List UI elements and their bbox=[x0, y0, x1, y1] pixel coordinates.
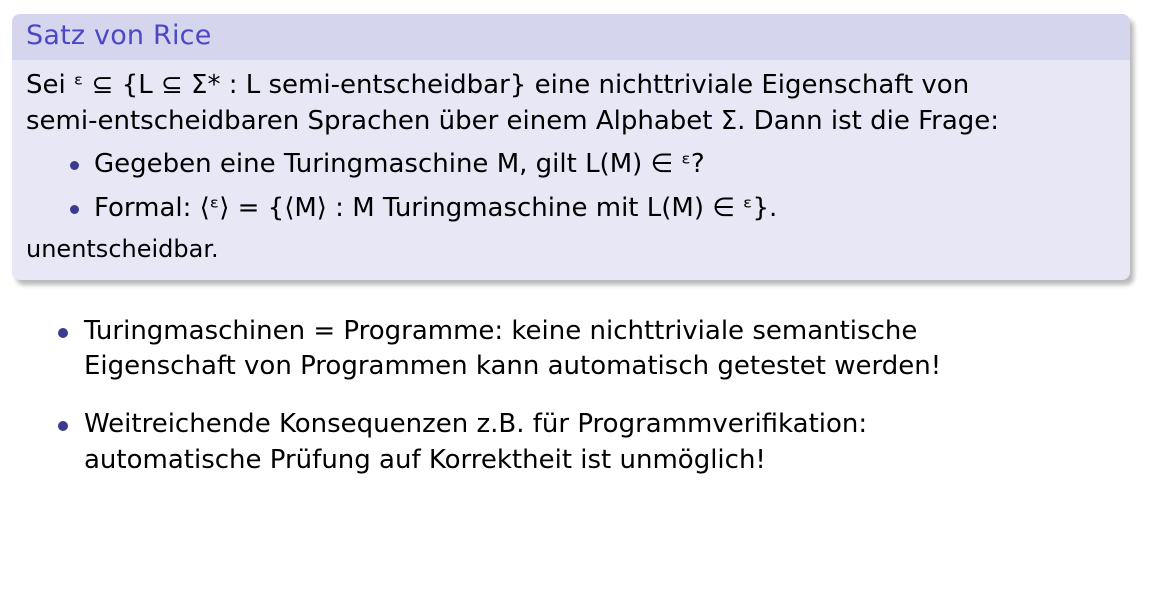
list-item: Formal: ⟨ᵋ⟩ = {⟨M⟩ : M Turingmaschine mit L(M) ∈ ᵋ}. bbox=[70, 192, 1114, 226]
consequences-list bbox=[12, 314, 1132, 480]
list-item bbox=[58, 407, 1104, 479]
theorem-title: Satz von Rice bbox=[26, 20, 212, 51]
bullet-2-line-1: Weitreichende Konsequenzen z.B. für Programmverifikation: bbox=[84, 409, 868, 440]
theorem-outro: unentscheidbar. bbox=[26, 234, 219, 263]
bullet-2-line-2: automatische Prüfung auf Korrektheit ist unmöglich! bbox=[84, 445, 766, 476]
theorem-body bbox=[12, 60, 1130, 280]
list-item bbox=[58, 314, 1104, 386]
bullet-1-line-1: Turingmaschinen = Programme: keine nichttriviale semantische bbox=[84, 315, 918, 346]
bullet-1-line-2: Eigenschaft von Programmen kann automatisch getestet werden! bbox=[84, 351, 942, 382]
theorem-block bbox=[12, 14, 1130, 280]
theorem-title-bar bbox=[12, 14, 1130, 60]
theorem-intro-line-1: Sei ᵋ ⊆ {L ⊆ Σ* : L semi-entscheidbar} eine nichttriviale Eigenschaft von bbox=[26, 69, 970, 100]
list-item: Gegeben eine Turingmaschine M, gilt L(M) ∈ ᵋ? bbox=[70, 148, 1114, 182]
theorem-item-list bbox=[26, 148, 1114, 226]
theorem-intro-line-2: semi-entscheidbaren Sprachen über einem Alphabet Σ. Dann ist die Frage: bbox=[26, 106, 1000, 136]
